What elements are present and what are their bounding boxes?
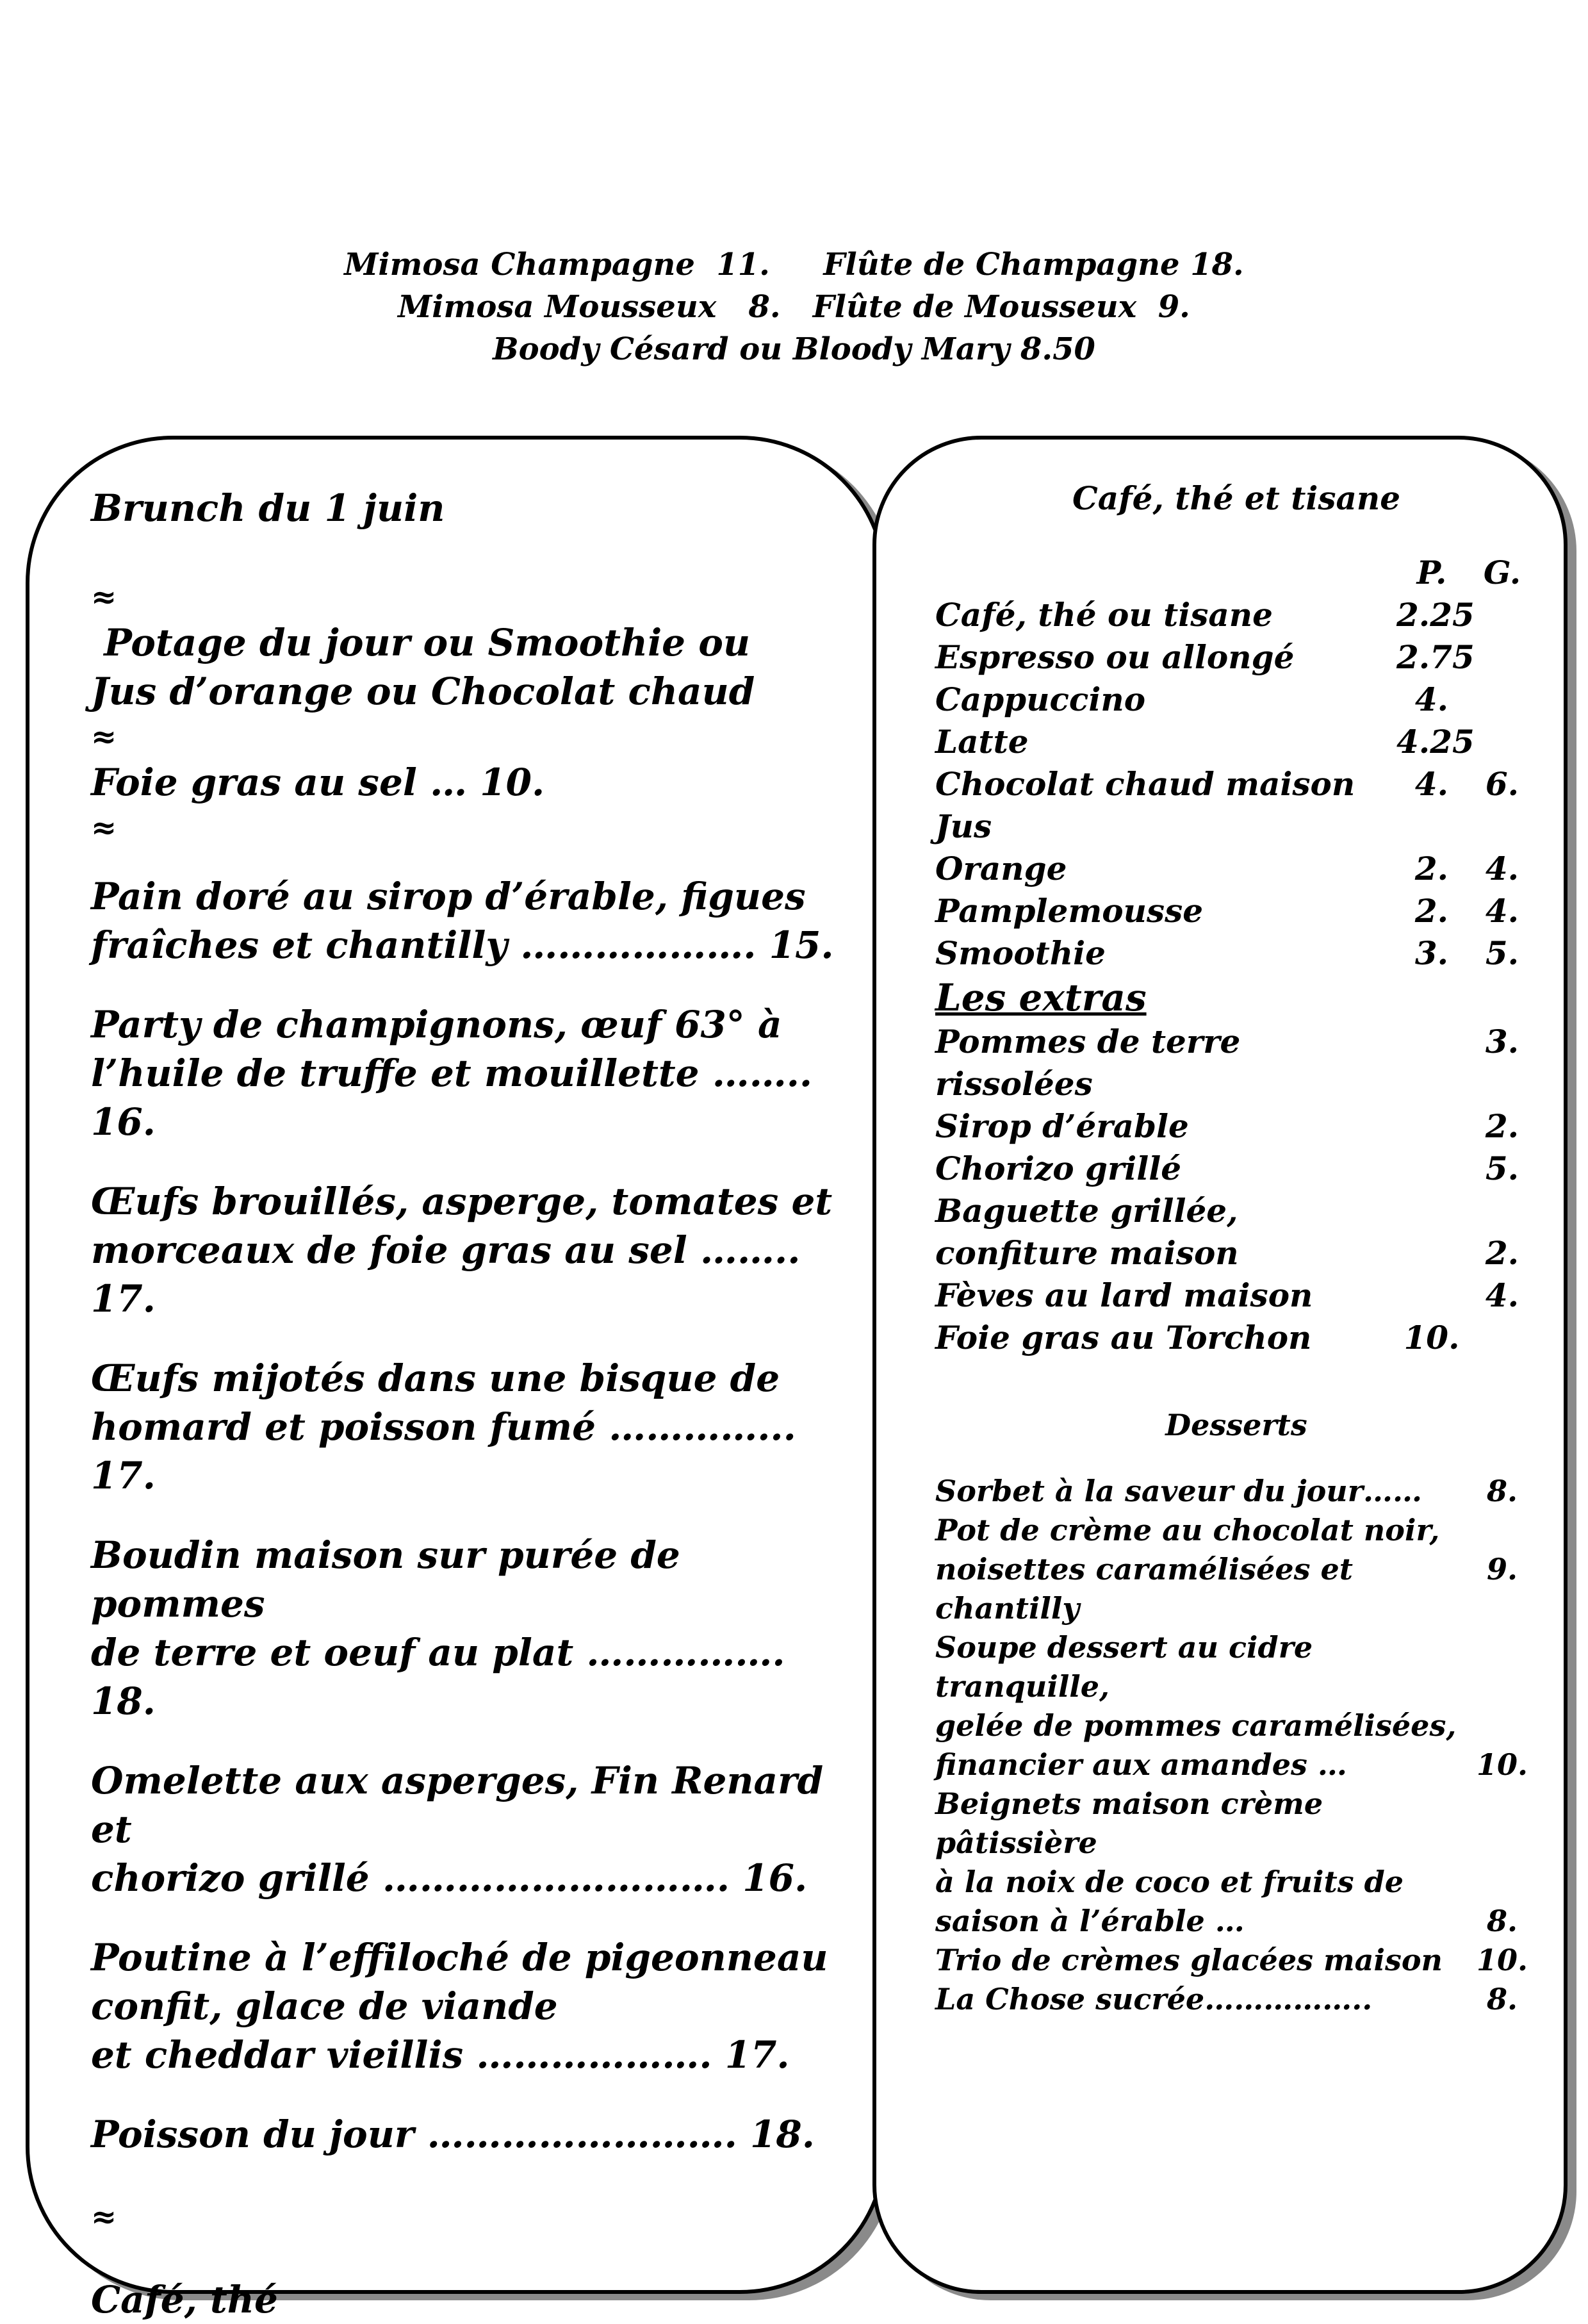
item-name: Pamplemousse — [935, 892, 1204, 930]
price-row — [935, 890, 1537, 932]
menu-item-line: l’huile de truffe et mouillette …….. 16. — [91, 1051, 813, 1144]
drink-list — [935, 594, 1537, 975]
item-name: noisettes caramélisées et — [935, 1552, 1354, 1586]
item-name: financier aux amandes … — [935, 1747, 1347, 1782]
price-row — [935, 1021, 1537, 1063]
drinks-line: Boody Césard ou Bloody Mary 8.50 — [493, 331, 1095, 367]
price-large: 4. — [1485, 1276, 1519, 1314]
item-name: Chorizo grillé — [935, 1150, 1182, 1187]
item-name: Sorbet à la saveur du jour…… — [935, 1474, 1422, 1508]
menu-item-line: chorizo grillé ………………………. 16. — [91, 1856, 808, 1900]
item-name: Trio de crèmes glacées maison — [935, 1943, 1443, 1977]
menu-item-line: fraîches et chantilly ………………. 15. — [91, 923, 834, 967]
menu-item-line: Poutine à l’effiloché de pigeonneau — [91, 1936, 828, 1979]
item-name: Pot de crème au chocolat noir, — [935, 1513, 1440, 1547]
price-row — [935, 594, 1537, 636]
menu-item-line: confit, glace de viande — [91, 1984, 558, 2028]
menu-item — [91, 1177, 860, 1323]
item-name: Cappuccino — [935, 680, 1146, 718]
item-name: gelée de pommes caramélisées, — [935, 1708, 1457, 1743]
price-large: 4. — [1485, 850, 1519, 887]
item-name: Café, thé ou tisane — [935, 596, 1273, 634]
item-name: confiture maison — [935, 1234, 1239, 1272]
menu-item — [91, 1354, 860, 1500]
item-name: Espresso ou allongé — [935, 638, 1295, 676]
desserts-title: Desserts — [1165, 1408, 1307, 1442]
menu-item-line: morceaux de foie gras au sel …….. 17. — [91, 1228, 801, 1321]
price-row — [935, 721, 1537, 763]
price-large: 8. — [1486, 1474, 1518, 1508]
col-large: G. — [1483, 554, 1521, 591]
item-name: Latte — [935, 723, 1029, 761]
price-row — [935, 1902, 1537, 1941]
price-row — [935, 1550, 1537, 1589]
item-name: à la noix de coco et fruits de — [935, 1865, 1404, 1899]
brunch-menu — [91, 484, 860, 2324]
price-row — [935, 1784, 1537, 1863]
menu-item-line: et cheddar vieillis ………………. 17. — [91, 2033, 790, 2077]
foie-gras-item: Foie gras au sel … 10. — [91, 761, 545, 804]
price-large: 2. — [1485, 1107, 1519, 1145]
extras-list — [935, 1021, 1537, 1359]
item-name: Soupe dessert au cidre tranquille, — [935, 1630, 1313, 1704]
price-small: 4.25 — [1396, 723, 1475, 761]
price-large: 5. — [1485, 1150, 1519, 1187]
extras-title: Les extras — [935, 976, 1147, 1019]
item-name: Pommes de terre — [935, 1023, 1241, 1060]
item-name: rissolées — [935, 1065, 1093, 1103]
item-name: Sirop d’érable — [935, 1107, 1189, 1145]
price-small: 2. — [1414, 850, 1449, 887]
price-large: 10. — [1476, 1747, 1528, 1782]
price-row — [935, 805, 1537, 848]
price-row — [935, 1274, 1537, 1317]
menu-item-line: homard et poisson fumé …………... 17. — [91, 1405, 796, 1497]
price-row — [935, 1232, 1537, 1274]
price-row — [935, 848, 1537, 890]
price-row — [935, 1745, 1537, 1784]
price-small: 2.25 — [1396, 596, 1475, 634]
drinks-line: Mimosa Mousseux 8. Flûte de Mousseux 9. — [398, 289, 1190, 325]
menu-item-line: Œufs brouillés, asperge, tomates et — [91, 1180, 833, 1223]
separator: ≈ — [91, 579, 117, 615]
price-row — [935, 763, 1537, 805]
menu-item-line: Pain doré au sirop d’érable, figues — [91, 875, 806, 918]
price-large: 8. — [1486, 1982, 1518, 2016]
price-row — [935, 932, 1537, 975]
beverages-menu — [935, 477, 1537, 2019]
price-row — [935, 1148, 1537, 1190]
menu-item-line: Poisson du jour ……………………. 18. — [91, 2113, 815, 2156]
item-name: Fèves au lard maison — [935, 1276, 1313, 1314]
drinks-line: Mimosa Champagne 11. Flûte de Champagne 18. — [344, 247, 1244, 283]
price-row — [935, 1472, 1537, 1511]
menu-item — [91, 1933, 860, 2079]
price-small: 4. — [1414, 680, 1449, 718]
price-large: 8. — [1486, 1904, 1518, 1938]
menu-item-line: Party de champignons, œuf 63° à — [91, 1003, 782, 1046]
item-name: saison à l’érable … — [935, 1904, 1245, 1938]
drinks-header — [0, 243, 1588, 370]
item-name: Beignets maison crème pâtissière — [935, 1786, 1323, 1860]
separator: ≈ — [91, 810, 117, 846]
price-row — [935, 1628, 1537, 1706]
price-row — [935, 1317, 1537, 1359]
item-name: chantilly — [935, 1591, 1080, 1626]
menu-item-line: Boudin maison sur purée de pommes — [91, 1533, 680, 1626]
price-row — [935, 1863, 1537, 1902]
price-row — [935, 1941, 1537, 1980]
starter-line: Jus d’orange ou Chocolat chaud — [91, 670, 755, 713]
brunch-title: Brunch du 1 juin — [91, 486, 445, 530]
price-large: 5. — [1485, 934, 1519, 972]
menu-item-line: Œufs mijotés dans une bisque de — [91, 1356, 780, 1400]
menu-item — [91, 1756, 860, 1902]
price-row — [935, 1105, 1537, 1148]
item-name: Orange — [935, 850, 1067, 887]
separator: ≈ — [91, 719, 117, 755]
price-small: 4. — [1414, 765, 1449, 803]
item-name: Chocolat chaud maison — [935, 765, 1355, 803]
price-row — [935, 1589, 1537, 1628]
col-small: P. — [1416, 554, 1447, 591]
price-row — [935, 1980, 1537, 2019]
desserts-list — [935, 1472, 1537, 2019]
size-header — [935, 552, 1537, 594]
price-large: 10. — [1476, 1943, 1528, 1977]
starter-line: Potage du jour ou Smoothie ou — [104, 621, 751, 664]
beverages-title: Café, thé et tisane — [1072, 479, 1401, 517]
item-name: La Chose sucrée…………….. — [935, 1982, 1373, 2016]
price-small: 2. — [1414, 892, 1449, 930]
menu-item-line: de terre et oeuf au plat ……………. 18. — [91, 1631, 785, 1723]
price-row — [935, 1706, 1537, 1745]
price-small: 3. — [1414, 934, 1449, 972]
menu-item — [91, 872, 860, 969]
menu-item — [91, 1000, 860, 1146]
price-small: 2.75 — [1396, 638, 1475, 676]
price-large: 4. — [1485, 892, 1519, 930]
menu-item — [91, 2110, 860, 2159]
menu-item — [91, 1531, 860, 1726]
price-row — [935, 1511, 1537, 1550]
brunch-items — [91, 872, 860, 2159]
item-name: Jus — [935, 807, 992, 845]
separator: ≈ — [91, 2199, 117, 2235]
price-large: 3. — [1485, 1023, 1519, 1060]
price-large: 6. — [1485, 765, 1519, 803]
brunch-closing: Café, thé — [91, 2278, 278, 2321]
price-large: 9. — [1486, 1552, 1518, 1586]
price-row — [935, 1190, 1537, 1232]
price-row — [935, 1063, 1537, 1105]
price-small: 10. — [1404, 1319, 1460, 1356]
item-name: Smoothie — [935, 934, 1106, 972]
price-large: 2. — [1485, 1234, 1519, 1272]
item-name: Foie gras au Torchon — [935, 1319, 1312, 1356]
price-row — [935, 636, 1537, 679]
item-name: Baguette grillée, — [935, 1192, 1238, 1230]
price-row — [935, 679, 1537, 721]
menu-item-line: Omelette aux asperges, Fin Renard et — [91, 1759, 824, 1851]
